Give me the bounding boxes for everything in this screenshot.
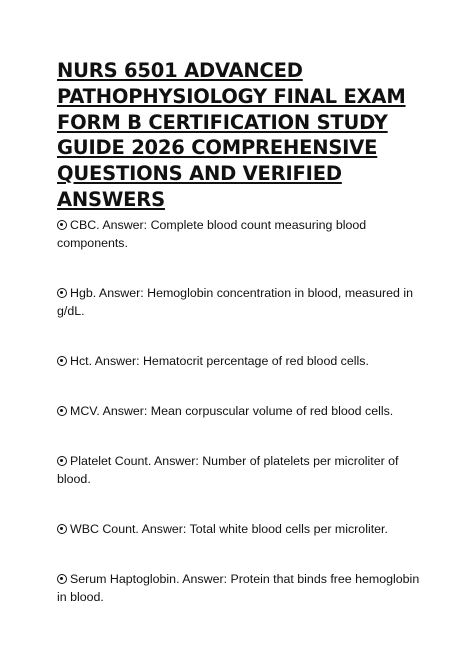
qa-item-text: Serum Haptoglobin. Answer: Protein that binds free hemoglobin in blood. — [57, 572, 420, 604]
qa-item-hct — [57, 352, 427, 370]
radio-bullet-icon — [57, 220, 67, 230]
radio-bullet-icon — [57, 524, 67, 534]
qa-item-text: Hct. Answer: Hematocrit percentage of red blood cells. — [70, 354, 369, 368]
radio-bullet-icon — [57, 406, 67, 416]
qa-item-wbc-count — [57, 520, 427, 538]
qa-item-text: Platelet Count. Answer: Number of platelets per microliter of blood. — [57, 454, 399, 486]
radio-bullet-icon — [57, 456, 67, 466]
qa-item-cbc — [57, 216, 427, 252]
document-title: NURS 6501 ADVANCED PATHOPHYSIOLOGY FINAL EXAM FORM B CERTIFICATION STUDY GUIDE 2026 COMPREHENSIVE QUESTIONS AND VERIFIED ANSWERS — [57, 59, 406, 211]
qa-item-text: CBC. Answer: Complete blood count measuring blood components. — [57, 218, 367, 250]
qa-item-text: MCV. Answer: Mean corpuscular volume of red blood cells. — [70, 404, 394, 418]
qa-item-text: Hgb. Answer: Hemoglobin concentration in blood, measured in g/dL. — [57, 286, 414, 318]
qa-item-serum-haptoglobin — [57, 570, 427, 606]
radio-bullet-icon — [57, 574, 67, 584]
qa-item-text: WBC Count. Answer: Total white blood cells per microliter. — [70, 522, 388, 536]
qa-item-hgb — [57, 284, 427, 320]
qa-item-mcv — [57, 402, 427, 420]
qa-list — [57, 216, 427, 638]
radio-bullet-icon — [57, 288, 67, 298]
qa-item-platelet-count — [57, 452, 427, 488]
radio-bullet-icon — [57, 356, 67, 366]
